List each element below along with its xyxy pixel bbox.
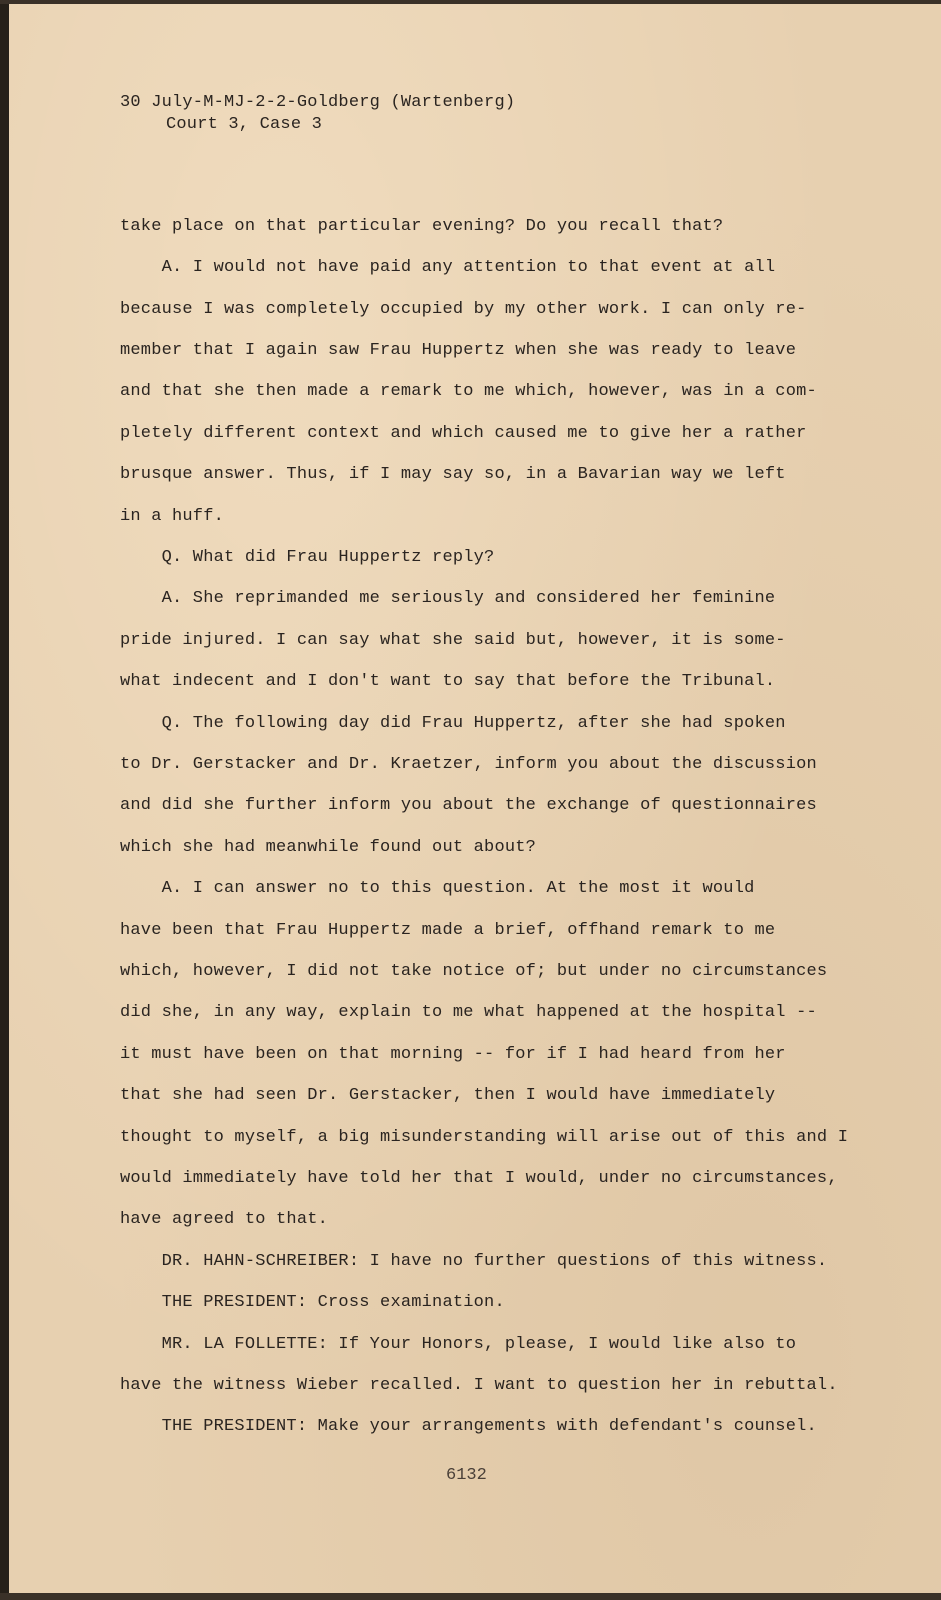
- transcript-line: what indecent and I don't want to say that before the Tribunal.: [120, 672, 776, 691]
- transcript-line: it must have been on that morning -- for if I had heard from her: [120, 1045, 786, 1064]
- transcript-line: because I was completely occupied by my other work. I can only re-: [120, 300, 807, 319]
- transcript-line: Q. What did Frau Huppertz reply?: [120, 548, 495, 567]
- transcript-line: THE PRESIDENT: Cross examination.: [120, 1293, 505, 1312]
- transcript-line: which she had meanwhile found out about?: [120, 838, 537, 857]
- transcript-line: DR. HAHN-SCHREIBER: I have no further questions of this witness.: [120, 1252, 828, 1271]
- transcript-line: and did she further inform you about the exchange of questionnaires: [120, 796, 817, 815]
- transcript-line: and that she then made a remark to me which, however, was in a com-: [120, 382, 817, 401]
- transcript-line: in a huff.: [120, 507, 225, 526]
- transcript-line: have the witness Wieber recalled. I want to question her in rebuttal.: [120, 1376, 838, 1395]
- transcript-line: A. She reprimanded me seriously and considered her feminine: [120, 589, 776, 608]
- transcript-line: that she had seen Dr. Gerstacker, then I would have immediately: [120, 1086, 776, 1105]
- scan-left-border: [0, 0, 9, 1600]
- transcript-line: to Dr. Gerstacker and Dr. Kraetzer, inform you about the discussion: [120, 755, 817, 774]
- transcript-line: Q. The following day did Frau Huppertz, after she had spoken: [120, 714, 786, 733]
- transcript-line: A. I can answer no to this question. At the most it would: [120, 879, 755, 898]
- transcript-line: A. I would not have paid any attention to that event at all: [120, 258, 776, 277]
- transcript-line: brusque answer. Thus, if I may say so, in a Bavarian way we left: [120, 465, 786, 484]
- transcript-line: thought to myself, a big misunderstanding will arise out of this and I: [120, 1128, 849, 1147]
- transcript-line: did she, in any way, explain to me what happened at the hospital --: [120, 1003, 817, 1022]
- transcript-line: THE PRESIDENT: Make your arrangements with defendant's counsel.: [120, 1417, 817, 1436]
- header-line-2: Court 3, Case 3: [166, 115, 323, 134]
- page-number: 6132: [446, 1466, 487, 1485]
- header-line-1: 30 July-M-MJ-2-2-Goldberg (Wartenberg): [120, 93, 516, 112]
- transcript-line: pride injured. I can say what she said but, however, it is some-: [120, 631, 786, 650]
- scan-top-border: [0, 0, 941, 4]
- transcript-line: pletely different context and which caused me to give her a rather: [120, 424, 807, 443]
- scan-bottom-border: [0, 1593, 941, 1600]
- transcript-line: member that I again saw Frau Huppertz when she was ready to leave: [120, 341, 797, 360]
- transcript-line: which, however, I did not take notice of; but under no circumstances: [120, 962, 828, 981]
- transcript-line: MR. LA FOLLETTE: If Your Honors, please, I would like also to: [120, 1335, 797, 1354]
- transcript-line: would immediately have told her that I would, under no circumstances,: [120, 1169, 838, 1188]
- transcript-line: take place on that particular evening? Do you recall that?: [120, 217, 724, 236]
- transcript-line: have been that Frau Huppertz made a brief, offhand remark to me: [120, 921, 776, 940]
- transcript-line: have agreed to that.: [120, 1210, 329, 1229]
